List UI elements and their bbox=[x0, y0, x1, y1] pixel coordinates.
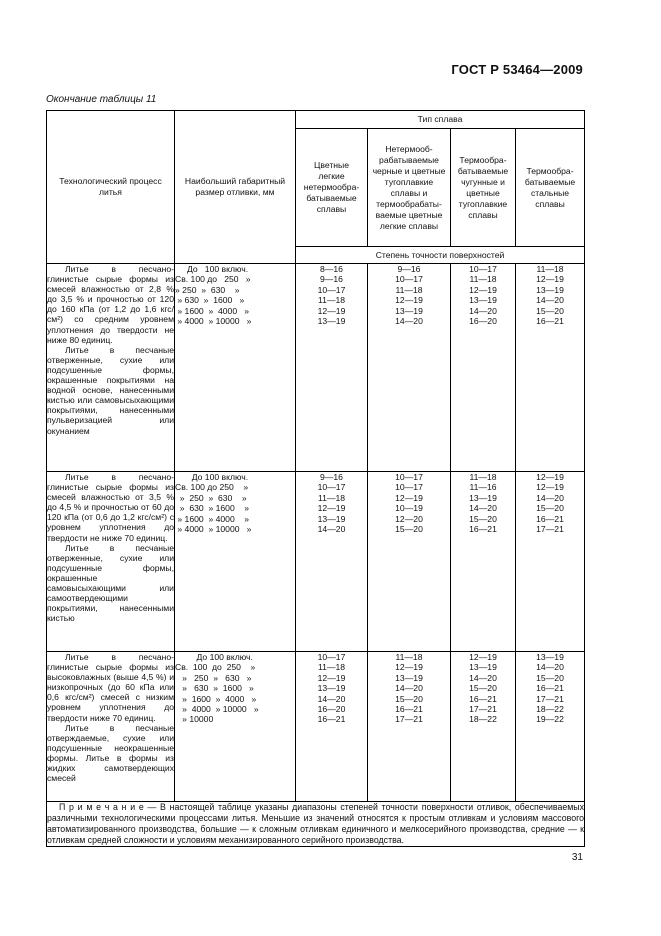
accuracy-range: 11—18 bbox=[317, 662, 346, 673]
accuracy-range: 17—21 bbox=[536, 523, 564, 534]
accuracy-range: 13—19 bbox=[317, 683, 346, 694]
header-alloy-2: Нетермооб-рабатываемые черные и цветные тугоплавкие сплавы и термообрабаты-ваемые цветные легкие сплавы bbox=[368, 129, 451, 247]
values-cell bbox=[451, 264, 516, 472]
accuracy-range: 14—20 bbox=[536, 492, 564, 503]
accuracy-range: 10—17 bbox=[395, 472, 423, 482]
accuracy-range: 10—19 bbox=[395, 503, 423, 514]
process-text: Литье в песчано-глинистые сырые формы из смесей влажностью от 3,5 % до 4,5 % и прочностью от 60 до 120 кПа (от 0,6 до 1,2 кгс/см²) с уровнем уплотнения до твердости не ниже 70 единиц. bbox=[47, 472, 174, 543]
accuracy-range: 16—20 bbox=[469, 315, 497, 326]
accuracy-range: 16—21 bbox=[395, 703, 423, 714]
accuracy-range: 11—18 bbox=[317, 492, 346, 503]
values-cell bbox=[368, 264, 451, 472]
size-range: » 250 » 630 » bbox=[175, 284, 240, 295]
values-cell bbox=[516, 264, 585, 472]
size-range: » 250 » 630 » bbox=[175, 492, 247, 503]
accuracy-range: 12—19 bbox=[536, 482, 564, 493]
header-process: Технологический процесс литья bbox=[47, 111, 175, 264]
accuracy-range: 13—19 bbox=[536, 652, 564, 662]
note-row bbox=[47, 802, 585, 847]
process-text: Литье в песчаные отверженные, сухие или подсушенные формы, окрашенные самовысыхающими или самоотвердеющими покрытиями, нанесенными кистью bbox=[47, 542, 174, 624]
accuracy-range: 14—20 bbox=[536, 295, 564, 306]
table-row bbox=[47, 472, 585, 652]
accuracy-range: 14—20 bbox=[317, 693, 346, 704]
size-range: » 4000 » 10000 » bbox=[175, 524, 252, 535]
accuracy-range: 15—20 bbox=[469, 513, 497, 524]
accuracy-range: 11—18 bbox=[395, 284, 423, 295]
accuracy-range: 16—21 bbox=[469, 523, 497, 534]
size-range: » 4000 » 10000 » bbox=[175, 316, 252, 327]
accuracy-range: 18—22 bbox=[536, 703, 564, 714]
accuracy-range: 10—17 bbox=[317, 652, 346, 662]
values-cell bbox=[516, 472, 585, 652]
accuracy-range: 17—21 bbox=[395, 714, 423, 725]
header-size: Наибольший габаритный размер отливки, мм bbox=[175, 111, 296, 264]
accuracy-range: 14—20 bbox=[317, 523, 346, 534]
process-text: Литье в песчано-глинистые сырые формы из высоковлажных (выше 4,5 %) и низкопрочных (до 60 кПа или 0,6 кгс/см²) смесей с низким уровнем уплотнения до твердости ниже 70 единиц. bbox=[47, 652, 174, 723]
accuracy-range: 9—16 bbox=[320, 274, 343, 285]
size-cell bbox=[175, 264, 296, 472]
table-row bbox=[47, 652, 585, 802]
accuracy-range: 12—19 bbox=[395, 295, 423, 306]
accuracy-range: 10—17 bbox=[317, 284, 346, 295]
size-range: » 250 » 630 » bbox=[175, 672, 252, 683]
table-caption: Окончание таблицы 11 bbox=[46, 94, 157, 105]
accuracy-range: 17—21 bbox=[469, 703, 497, 714]
accuracy-range: 17—21 bbox=[536, 693, 564, 704]
accuracy-range: 12—19 bbox=[536, 472, 564, 482]
accuracy-range: 15—20 bbox=[469, 683, 497, 694]
size-range: До 100 включ. bbox=[175, 264, 249, 274]
accuracy-range: 15—20 bbox=[536, 672, 564, 683]
accuracy-range: 10—17 bbox=[395, 274, 423, 285]
values-cell bbox=[451, 472, 516, 652]
size-range: » 1600 » 4000 » bbox=[175, 513, 250, 524]
accuracy-range: 11—18 bbox=[469, 274, 497, 285]
accuracy-range: 13—19 bbox=[469, 295, 497, 306]
header-accuracy: Степень точности поверхностей bbox=[296, 247, 585, 264]
values-cell bbox=[451, 652, 516, 802]
size-cell bbox=[175, 652, 296, 802]
size-range: » 1600 » 4000 » bbox=[175, 305, 250, 316]
size-range: Св. 100 до 250 » bbox=[175, 274, 251, 285]
table-row bbox=[47, 264, 585, 472]
accuracy-range: 14—20 bbox=[469, 672, 497, 683]
values-cell bbox=[368, 652, 451, 802]
accuracy-range: 15—20 bbox=[395, 523, 423, 534]
process-text: Литье в песчаные отверженные, сухие или подсушенные формы, окрашенные покрытиями на водной основе, нанесенными кистью или самовысыхающими покрытиями, нанесенными пульверизацией или окунанием bbox=[47, 344, 174, 436]
process-cell bbox=[47, 652, 175, 802]
note-text: П р и м е ч а н и е — В настоящей таблице указаны диапазоны степеней точности поверхности отливок, обеспечиваемых различными технологическими процессами литья. Меньшие из значений относятся к простым отливкам и условиям массового автоматизированного производства, большие — к сложным отливкам единичного и мелкосерийного производства, средние — к отливкам средней сложности и условиям механизированного серийного производства. bbox=[47, 802, 585, 845]
accuracy-range: 15—20 bbox=[536, 503, 564, 514]
accuracy-range: 12—19 bbox=[395, 492, 423, 503]
header-alloy-3: Термообра-батываемые чугунные и цветные тугоплавкие сплавы bbox=[451, 129, 516, 247]
accuracy-range: 10—17 bbox=[395, 482, 423, 493]
values-cell bbox=[296, 264, 368, 472]
accuracy-range: 11—18 bbox=[395, 652, 423, 662]
accuracy-range: 14—20 bbox=[395, 683, 423, 694]
accuracy-range: 13—19 bbox=[317, 513, 346, 524]
size-range: » 630 » 1600 » bbox=[175, 683, 254, 694]
values-cell bbox=[516, 652, 585, 802]
accuracy-range: 16—20 bbox=[317, 703, 346, 714]
process-text: Литье в песчаные отверждаемые, сухие или подсушенные неокрашенные формы. Литье в формы из жидких самотвердеющих смесей bbox=[47, 722, 174, 784]
size-range: » 1600 » 4000 » bbox=[175, 693, 257, 704]
accuracy-table bbox=[46, 110, 585, 847]
values-cell bbox=[368, 472, 451, 652]
size-range: Св. 100 до 250 » bbox=[175, 482, 249, 493]
accuracy-range: 10—17 bbox=[317, 482, 346, 493]
accuracy-range: 12—19 bbox=[317, 503, 346, 514]
accuracy-range: 11—16 bbox=[469, 482, 497, 493]
accuracy-range: 12—19 bbox=[469, 284, 497, 295]
size-cell bbox=[175, 472, 296, 652]
accuracy-range: 16—21 bbox=[536, 513, 564, 524]
process-cell bbox=[47, 264, 175, 472]
table-note bbox=[47, 802, 585, 847]
accuracy-range: 12—20 bbox=[395, 513, 423, 524]
size-range: Св. 100 до 250 » bbox=[175, 662, 256, 673]
accuracy-range: 12—19 bbox=[536, 274, 564, 285]
accuracy-range: 19—22 bbox=[536, 714, 564, 725]
accuracy-range: 14—20 bbox=[469, 503, 497, 514]
accuracy-range: 16—21 bbox=[469, 693, 497, 704]
size-range: До 100 включ. bbox=[175, 652, 253, 662]
accuracy-range: 8—16 bbox=[320, 264, 343, 274]
accuracy-range: 15—20 bbox=[395, 693, 423, 704]
accuracy-range: 16—21 bbox=[536, 683, 564, 694]
accuracy-range: 13—19 bbox=[469, 662, 497, 673]
accuracy-range: 16—21 bbox=[317, 714, 346, 725]
accuracy-range: 12—19 bbox=[317, 672, 346, 683]
standard-designation: ГОСТ Р 53464—2009 bbox=[451, 62, 583, 77]
accuracy-range: 12—19 bbox=[469, 652, 497, 662]
values-cell bbox=[296, 472, 368, 652]
size-range: » 10000 bbox=[175, 714, 214, 725]
values-cell bbox=[296, 652, 368, 802]
size-range: » 630 » 1600 » bbox=[175, 503, 250, 514]
accuracy-range: 14—20 bbox=[469, 305, 497, 316]
size-range: » 630 » 1600 » bbox=[175, 295, 245, 306]
header-alloy-type: Тип сплава bbox=[296, 111, 585, 129]
process-text: Литье в песчано-глинистые сырые формы из смесей влажностью от 2,8 % до 3,5 % и прочностью от 120 до 160 кПа (от 1,2 до 1,6 кгс/см²) со средним уровнем уплотнения до твердости не ниже 80 единиц. bbox=[47, 264, 174, 345]
accuracy-range: 15—20 bbox=[536, 305, 564, 316]
accuracy-range: 14—20 bbox=[536, 662, 564, 673]
accuracy-range: 14—20 bbox=[395, 315, 423, 326]
header-alloy-1: Цветные легкие нетермообра-батываемые сплавы bbox=[296, 129, 368, 247]
size-range: » 4000 » 10000 » bbox=[175, 704, 259, 715]
accuracy-range: 9—16 bbox=[320, 472, 343, 482]
accuracy-range: 11—18 bbox=[317, 295, 346, 306]
accuracy-range: 13—19 bbox=[395, 672, 423, 683]
accuracy-range: 11—18 bbox=[536, 264, 564, 274]
page-number: 31 bbox=[571, 852, 583, 863]
accuracy-range: 13—19 bbox=[317, 315, 346, 326]
accuracy-range: 12—19 bbox=[317, 305, 346, 316]
process-cell bbox=[47, 472, 175, 652]
size-range: До 100 включ. bbox=[175, 472, 249, 482]
accuracy-range: 18—22 bbox=[469, 714, 497, 725]
accuracy-range: 11—18 bbox=[469, 472, 497, 482]
accuracy-range: 13—19 bbox=[395, 305, 423, 316]
accuracy-range: 9—16 bbox=[397, 264, 421, 274]
accuracy-range: 12—19 bbox=[395, 662, 423, 673]
accuracy-range: 13—19 bbox=[536, 284, 564, 295]
accuracy-range: 10—17 bbox=[469, 264, 497, 274]
accuracy-range: 13—19 bbox=[469, 492, 497, 503]
header-alloy-4: Термообра-батываемые стальные сплавы bbox=[516, 129, 585, 247]
accuracy-range: 16—21 bbox=[536, 315, 564, 326]
